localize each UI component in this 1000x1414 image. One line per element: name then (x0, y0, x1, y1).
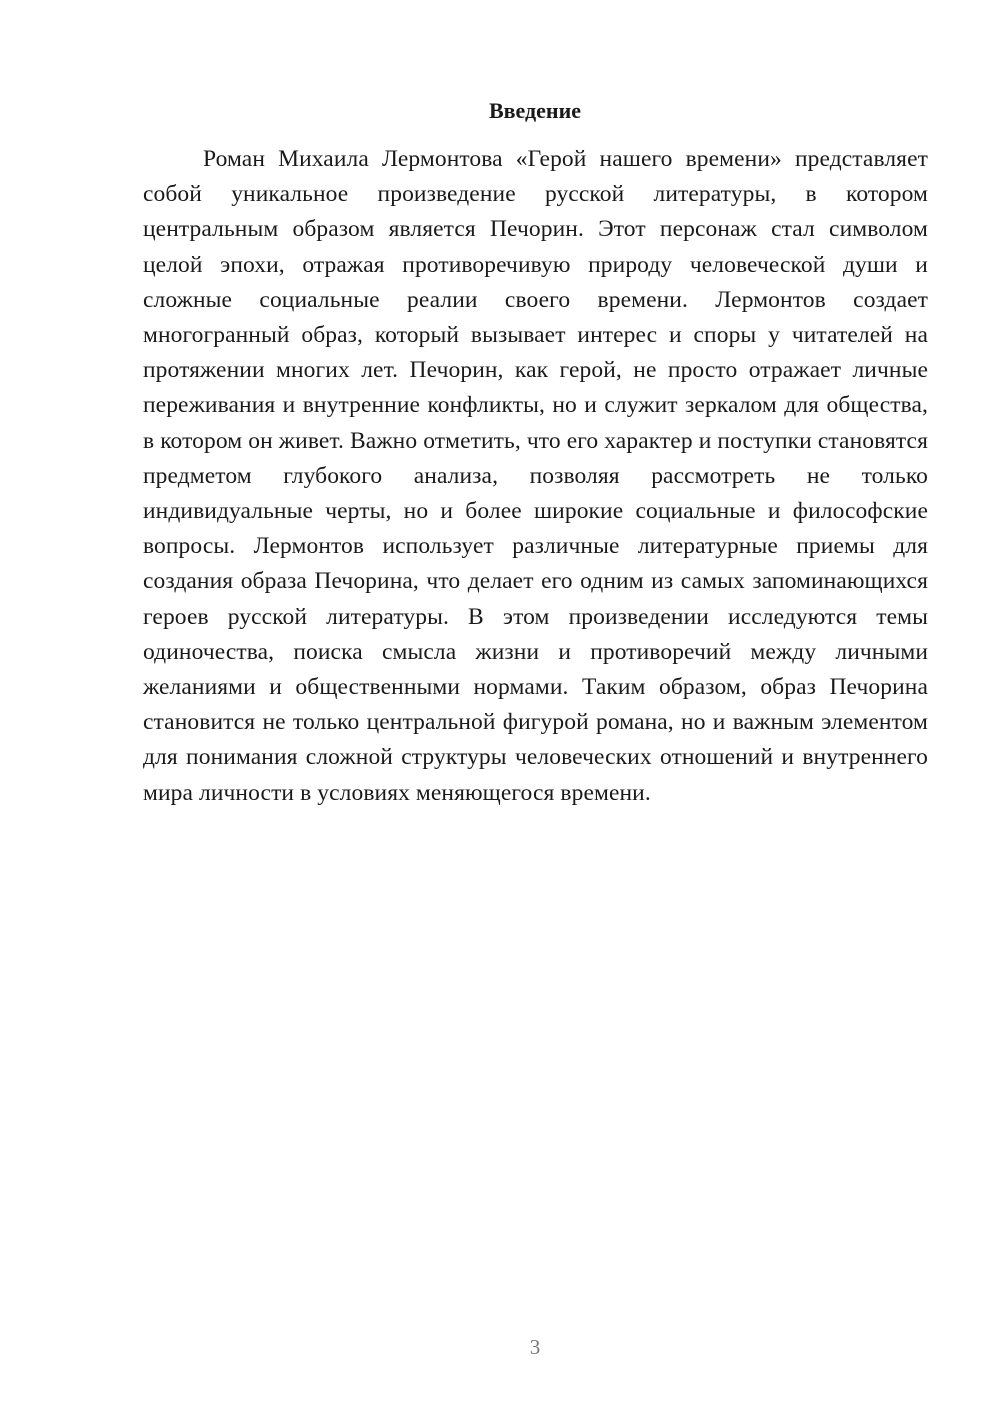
introduction-paragraph: Роман Михаила Лермонтова «Герой нашего времени» представляет собой уникальное произведение русской литературы, в котором центральным образом является Печорин. Этот персонаж стал символом целой эпохи, отражая противоречивую природу человеческой души и сложные социальные реалии своего времени. Лермонтов создает многогранный образ, который вызывает интерес и споры у читателей на протяжении многих лет. Печорин, как герой, не просто отражает личные переживания и внутренние конфликты, но и служит зеркалом для общества, в котором он живет. Важно отметить, что его характер и поступки становятся предметом глубокого анализа, позволяя рассмотреть не только индивидуальные черты, но и более широкие социальные и философские вопросы. Лермонтов использует различные литературные приемы для создания образа Печорина, что делает его одним из самых запоминающихся героев русской литературы. В этом произведении исследуются темы одиночества, поиска смысла жизни и противоречий между личными желаниями и общественными нормами. Таким образом, образ Печорина становится не только центральной фигурой романа, но и важным элементом для понимания сложной структуры человеческих отношений и внутреннего мира личности в условиях меняющегося времени. (143, 146, 928, 806)
page-number: 3 (529, 1335, 541, 1359)
section-heading: Введение (488, 98, 582, 123)
